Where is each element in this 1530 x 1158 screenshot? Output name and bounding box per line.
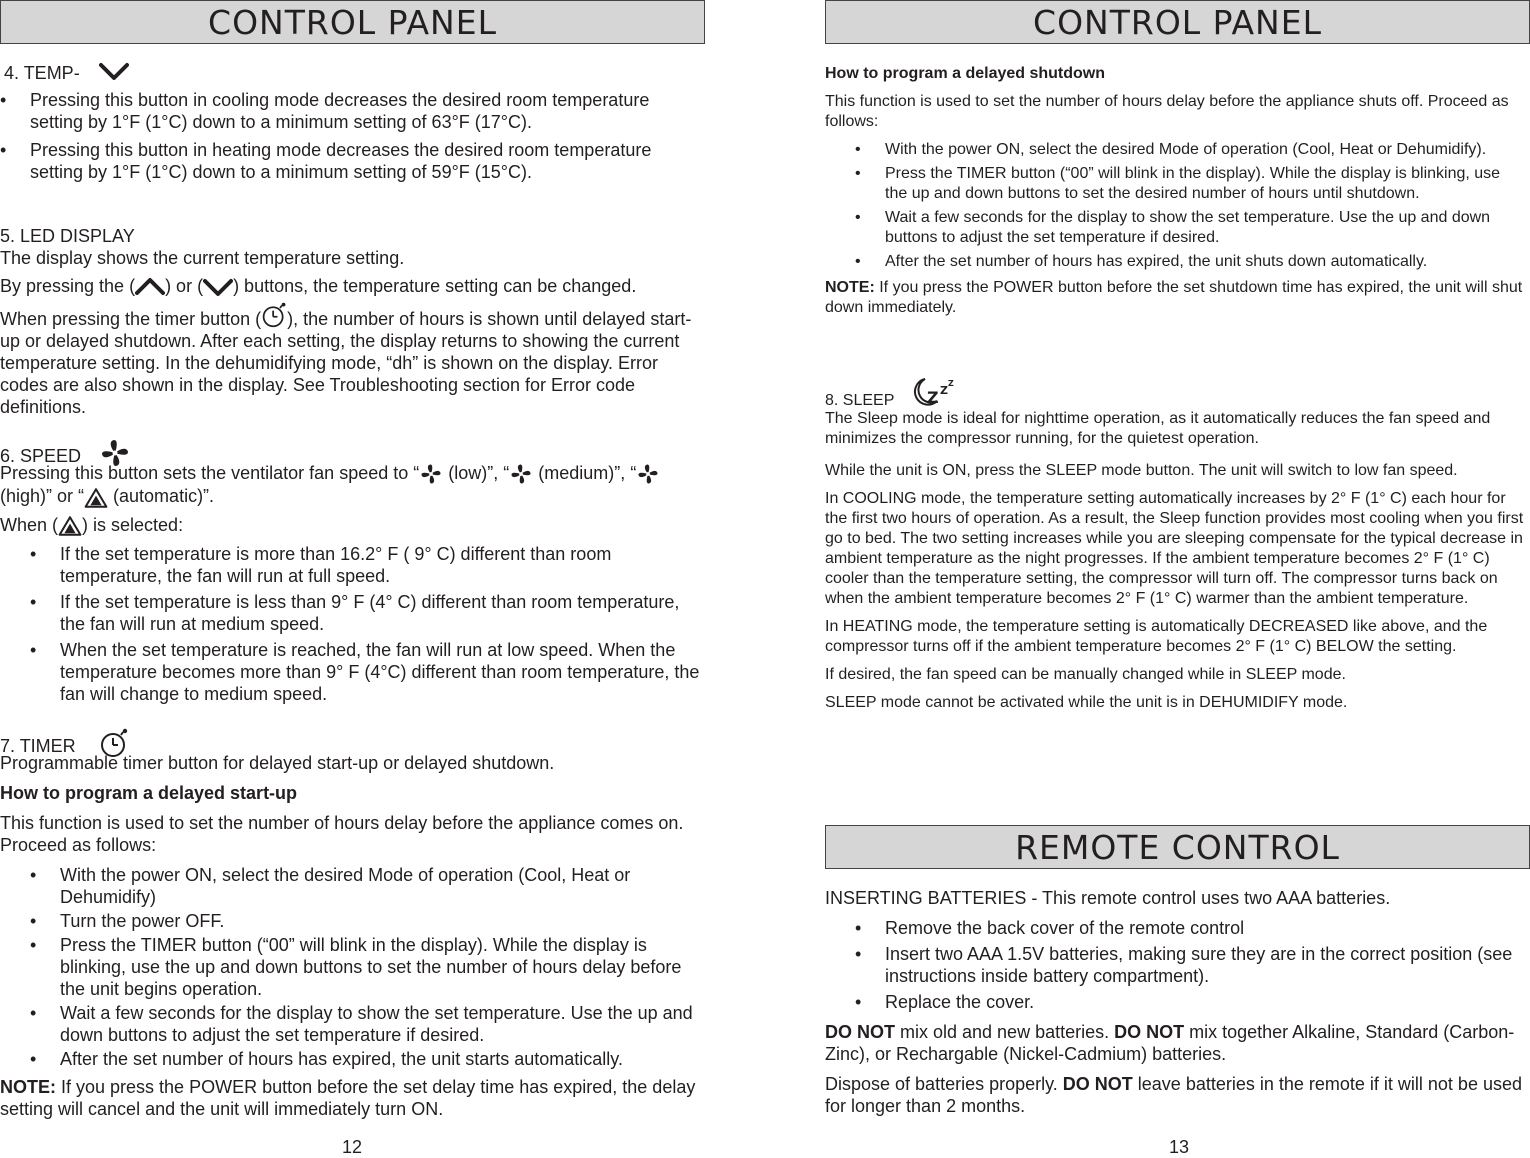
list-item: • Pressing this button in cooling mode decreases the desired room temperature setting by 1°F (1°C) down to a minimum setting of 63°F (17°C). bbox=[30, 89, 705, 133]
speed-high: (high)” or “ bbox=[0, 486, 85, 507]
timer-icon bbox=[261, 302, 287, 328]
list-item: • Replace the cover. bbox=[885, 991, 1522, 1013]
led-line1: The display shows the current temperature setting. bbox=[0, 248, 405, 268]
warning-2: mix together Alkaline, Standard (Carbon-Zinc), or Rechargable (Nickel-Cadmium) batteries. bbox=[825, 1022, 1515, 1064]
list-item: • Turn the power OFF. bbox=[60, 910, 701, 932]
speed-quote: “ bbox=[630, 463, 637, 483]
sleep-p6: SLEEP mode cannot be activated while the unit is in DEHUMIDIFY mode. bbox=[825, 694, 1348, 711]
led-line2b: ) or ( bbox=[165, 276, 204, 296]
speed-auto: (automatic)”. bbox=[113, 486, 215, 507]
do-not-label: DO NOT bbox=[1114, 1022, 1185, 1042]
speed-medium: (medium)”, bbox=[538, 463, 626, 483]
speed-s1: Pressing this button sets the ventilator fan speed to “ bbox=[0, 463, 420, 483]
list-item: • With the power ON, select the desired Mode of operation (Cool, Heat or Dehumidify). bbox=[885, 140, 1522, 160]
speed-section bbox=[0, 438, 705, 705]
page-number: 13 bbox=[1169, 1137, 1190, 1157]
sleep-moon-icon bbox=[911, 375, 955, 409]
chevron-down-icon bbox=[203, 277, 233, 297]
note-text: If you press the POWER button before the set delay time has expired, the delay setting will cancel and the unit will immediately turn ON. bbox=[0, 1077, 696, 1119]
timer-desc: Programmable timer button for delayed start-up or delayed shutdown. bbox=[0, 753, 555, 773]
list-item: • Wait a few seconds for the display to show the set temperature. Use the up and down buttons to adjust the set temperature if desired. bbox=[885, 208, 1522, 248]
led-title: 5. LED DISPLAY bbox=[0, 226, 135, 246]
timer-title: 7. TIMER bbox=[0, 736, 76, 756]
led-section bbox=[0, 225, 705, 418]
right-page bbox=[825, 0, 1530, 1157]
do-not-label: DO NOT bbox=[825, 1022, 895, 1042]
when-b: ) is selected: bbox=[82, 514, 184, 535]
led-line3b: ), the number of hours is shown until delayed start-up or delayed shutdown. After each setting, the display returns to showing the current temperature setting. In the dehumidifying mode, “dh” is shown on the display. Error codes are also shown in the display. See Troubleshooting section for Error code definitions. bbox=[0, 309, 692, 418]
speed-title: 6. SPEED bbox=[0, 446, 82, 466]
list-item: • After the set number of hours has expired, the unit starts automatically. bbox=[60, 1048, 701, 1070]
note-text: If you press the POWER button before the set shutdown time has expired, the unit will shut down immediately. bbox=[825, 279, 1523, 316]
timer-section bbox=[0, 728, 705, 1120]
list-item: • Press the TIMER button (“00” will blink in the display). While the display is blinking, use the up and down buttons to set the number of hours delay before the unit begins operation. bbox=[60, 934, 701, 1000]
dispose-2: leave batteries in the remote if it will not be used for longer than 2 months. bbox=[825, 1074, 1522, 1116]
control-panel-header: CONTROL PANEL bbox=[825, 0, 1530, 44]
sleep-p1: The Sleep mode is ideal for nighttime operation, as it automatically reduces the fan speed and minimizes the compressor running, for the quietest operation. bbox=[825, 410, 1491, 447]
left-page bbox=[0, 0, 705, 1157]
list-item: • Wait a few seconds for the display to show the set temperature. Use the up and down buttons to adjust the set temperature if desired. bbox=[60, 1002, 701, 1046]
led-line3a: When pressing the timer button ( bbox=[0, 309, 262, 330]
list-item: • Press the TIMER button (“00” will blink in the display). While the display is blinking, use the up and down buttons to set the desired number of hours until shutdown. bbox=[885, 164, 1522, 204]
list-item: • After the set number of hours has expired, the unit shuts down automatically. bbox=[885, 252, 1522, 272]
delayed-shutdown-heading: How to program a delayed shutdown bbox=[825, 65, 1106, 82]
list-item: • If the set temperature is less than 9° F (4° C) different than room temperature, the fan will run at medium speed. bbox=[60, 591, 701, 635]
sleep-p5: If desired, the fan speed can be manually changed while in SLEEP mode. bbox=[825, 666, 1346, 683]
list-item: • With the power ON, select the desired Mode of operation (Cool, Heat or Dehumidify) bbox=[60, 864, 701, 908]
control-panel-header: CONTROL PANEL bbox=[0, 0, 705, 44]
page-number: 12 bbox=[342, 1137, 363, 1157]
do-not-label: DO NOT bbox=[1062, 1074, 1133, 1094]
note-label: NOTE: bbox=[0, 1077, 56, 1097]
remote-control-header: REMOTE CONTROL bbox=[825, 825, 1530, 869]
delayed-startup-heading: How to program a delayed start-up bbox=[0, 783, 298, 803]
led-line2a: By pressing the ( bbox=[0, 276, 136, 296]
list-item: • When the set temperature is reached, the fan will run at low speed. When the temperature becomes more than 9° F (4°C) different than room temperature, the fan will change to medium speed. bbox=[60, 639, 701, 705]
note-label: NOTE: bbox=[825, 279, 875, 296]
fan-medium-icon bbox=[509, 463, 533, 485]
when-a: When ( bbox=[0, 514, 59, 535]
warning-1: mix old and new batteries. bbox=[895, 1022, 1115, 1042]
fan-low-icon bbox=[419, 463, 443, 485]
sleep-section bbox=[825, 375, 1530, 713]
speed-low: (low)”, “ bbox=[448, 463, 510, 483]
temp-section bbox=[0, 61, 705, 183]
auto-icon bbox=[58, 515, 82, 537]
sleep-p4: In HEATING mode, the temperature setting is automatically DECREASED like above, and the compressor turns off if the ambient temperature becomes 2° F (1° C) BELOW the setting. bbox=[825, 618, 1488, 655]
sleep-title: 8. SLEEP bbox=[825, 392, 895, 409]
timer-intro: This function is used to set the number of hours delay before the appliance comes on. Proceed as follows: bbox=[0, 813, 684, 855]
sleep-p2: While the unit is ON, press the SLEEP mode button. The unit will switch to low fan speed. bbox=[825, 462, 1458, 479]
list-item: • Pressing this button in heating mode decreases the desired room temperature setting by 1°F (1°C) down to a minimum setting of 59°F (15°C). bbox=[30, 139, 705, 183]
chevron-down-icon bbox=[99, 61, 129, 81]
list-item: • Remove the back cover of the remote control bbox=[885, 917, 1522, 939]
list-item: • If the set temperature is more than 16.2° F ( 9° C) different than room temperature, the fan will run at full speed. bbox=[60, 543, 701, 587]
sleep-p3: In COOLING mode, the temperature setting automatically increases by 2° F (1° C) each hour for the first two hours of operation. As a result, the Sleep function provides most cooling when you first go to bed. The two setting increases while you are sleeping compensate for the typical decrease in ambient temperature as the night progresses. If the ambient temperature becomes 2° F (1° C) cooler than the temperature setting, the compressor will turn off. The compressor turns back on when the ambient temperature becomes 2° F (1° C) warmer than the ambient temperature. bbox=[825, 490, 1524, 607]
shutdown-section bbox=[825, 64, 1530, 318]
list-item: • Insert two AAA 1.5V batteries, making sure they are in the correct position (see instructions inside battery compartment). bbox=[885, 943, 1522, 987]
shutdown-intro: This function is used to set the number of hours delay before the appliance shuts off. Proceed as follows: bbox=[825, 93, 1509, 130]
led-line2c: ) buttons, the temperature setting can be changed. bbox=[233, 276, 637, 296]
temp-title: 4. TEMP- bbox=[4, 63, 80, 83]
chevron-up-icon bbox=[135, 277, 165, 297]
auto-icon bbox=[84, 487, 108, 509]
remote-section bbox=[825, 887, 1530, 1117]
remote-intro: INSERTING BATTERIES - This remote control uses two AAA batteries. bbox=[825, 888, 1391, 908]
fan-high-icon bbox=[636, 463, 660, 485]
dispose-1: Dispose of batteries properly. bbox=[825, 1074, 1063, 1094]
